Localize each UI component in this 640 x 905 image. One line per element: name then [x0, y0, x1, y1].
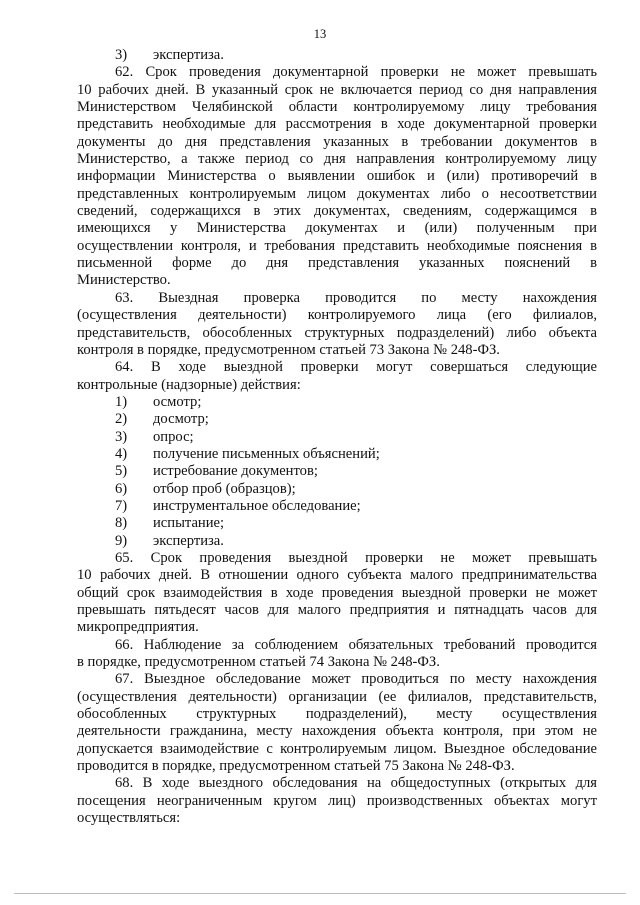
list-number: 3) — [115, 47, 128, 63]
list-item-text: досмотр; — [153, 411, 209, 428]
text-line: общий срок взаимодействия в ходе проведения выездной проверки не может — [77, 584, 597, 601]
list-item-text: испытание; — [153, 515, 225, 532]
text-line: (осуществления деятельности) контролируемого лица (его филиалов, — [77, 307, 597, 324]
text-line: 64. В ходе выездной проверки могут совершаться следующие — [115, 359, 597, 376]
text-line — [77, 498, 597, 515]
text-line — [77, 515, 597, 532]
text-line: 62. Срок проведения документарной проверки не может превышать — [115, 64, 597, 81]
list-number: 7) — [115, 497, 128, 514]
text-line: проводится в порядке, предусмотренном статьей 75 Закона № 248-ФЗ. — [77, 758, 515, 775]
text-line: допускается взаимодействие с контролируемым лицом. Выездное обследование — [77, 740, 597, 757]
text-line: контрольные (надзорные) действия: — [77, 376, 301, 393]
text-line: 67. Выездное обследование может проводиться по месту нахождения — [115, 671, 597, 688]
text-line: Министерством Челябинской области контролируемому лицу требования — [77, 99, 597, 116]
text-line: осуществляться: — [77, 810, 181, 827]
text-line — [77, 481, 597, 498]
list-number: 8) — [115, 515, 128, 532]
text-line — [77, 429, 597, 446]
text-line: 10 рабочих дней. В указанный срок не включается период со дня направления — [77, 81, 597, 98]
text-line: представленных контролируемым лицом документах либо о несоответствии — [77, 185, 597, 202]
list-item-text: осмотр; — [153, 393, 202, 410]
text-line: (осуществления деятельности) организации (ее филиалов, представительств, — [77, 688, 597, 705]
text-line — [77, 446, 597, 463]
text-line: контроля в порядке, предусмотренном статьей 73 Закона № 248-ФЗ. — [77, 341, 500, 358]
document-body — [77, 47, 597, 827]
list-number: 1) — [115, 393, 128, 410]
text-line: в порядке, предусмотренном статьей 74 Закона № 248-ФЗ. — [77, 654, 440, 671]
text-line: информации Министерства о выявлении ошибок и (или) противоречий в — [77, 168, 597, 185]
list-number: 4) — [115, 445, 128, 462]
text-line: 63. Выездная проверка проводится по месту нахождения — [115, 289, 597, 306]
text-line — [77, 47, 597, 64]
list-item-text: получение письменных объяснений; — [153, 445, 380, 462]
text-line: 10 рабочих дней. В отношении одного субъекта малого предпринимательства — [77, 567, 597, 584]
list-number: 2) — [115, 411, 128, 428]
text-line: обособленных структурных подразделений), месту осуществления — [77, 706, 597, 723]
text-line: представить необходимые для рассмотрения в ходе документарной проверки — [77, 116, 597, 133]
list-number: 5) — [115, 463, 128, 480]
list-number: 6) — [115, 480, 128, 497]
text-line: 68. В ходе выездного обследования на общедоступных (открытых для — [115, 775, 597, 792]
text-line: посещения неограниченным кругом лиц) производственных объектах могут — [77, 792, 597, 809]
text-line: письменной форме до дня представления указанных пояснений в — [77, 255, 597, 272]
text-line — [77, 411, 597, 428]
text-line: микропредприятия. — [77, 619, 199, 636]
list-item-text: опрос; — [153, 428, 194, 445]
paragraph-number: 66. — [115, 636, 134, 653]
text-line: осуществлении контроля, и требования представить необходимые пояснения в — [77, 237, 597, 254]
text-line: Министерство, а также период со дня направления контролируемому лицу — [77, 151, 597, 168]
text-line: документы до дня представления указанных в требовании документов в — [77, 133, 597, 150]
list-item-text: истребование документов; — [153, 463, 318, 480]
list-item-text: отбор проб (образцов); — [153, 480, 296, 497]
text-line — [77, 533, 597, 550]
text-line: Министерство. — [77, 272, 171, 289]
list-number: 9) — [115, 532, 128, 549]
text-line — [77, 463, 597, 480]
text-line: 65. Срок проведения выездной проверки не может превышать — [115, 549, 597, 566]
text-line: сведений, содержащихся в этих документах, сведениям, содержащимся в — [77, 203, 597, 220]
page-number: 13 — [313, 27, 327, 41]
list-number: 3) — [115, 428, 128, 445]
text-line: имеющихся у Министерства документах и (или) полученным при — [77, 220, 597, 237]
text-line: представительств, обособленных структурных подразделений) либо объекта — [77, 324, 597, 341]
bottom-rule — [14, 893, 626, 894]
list-item-text: инструментальное обследование; — [153, 497, 361, 514]
text-line: превышать пятьдесят часов для малого предприятия и пятнадцать часов для — [77, 602, 597, 618]
text-line — [77, 637, 597, 654]
text-line: деятельности гражданина, месту нахождения объекта контроля, при этом не — [77, 723, 597, 740]
text-line — [77, 394, 597, 411]
list-item-text: экспертиза. — [153, 532, 224, 549]
line-text: Наблюдение за соблюдением обязательных требований проводится — [143, 636, 598, 653]
list-item-text: экспертиза. — [153, 47, 224, 63]
